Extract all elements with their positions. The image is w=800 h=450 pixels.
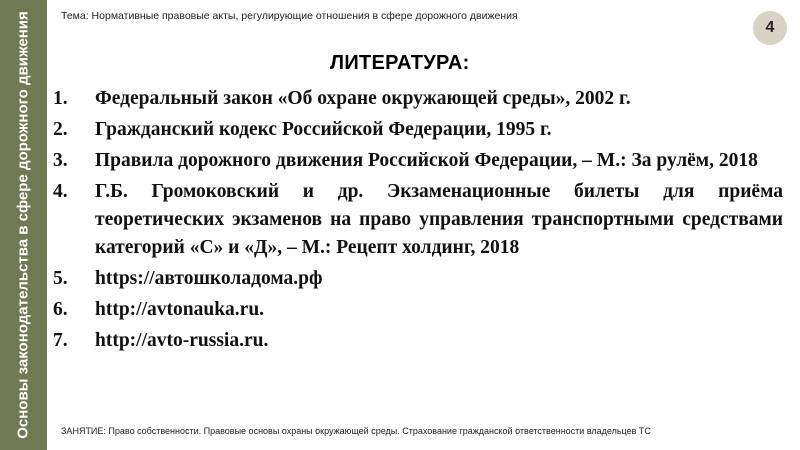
list-item-text: Гражданский кодекс Российской Федерации, 1995 г. [95,119,552,140]
list-item [53,296,783,324]
list-item-link[interactable]: https://автошколадома.рф [95,268,323,289]
list-item-number: 3. [53,150,68,171]
list-item-text: Федеральный закон «Об охране окружающей среды», 2002 г. [95,88,631,109]
lesson-footer: ЗАНЯТИЕ: Право собственности. Правовые основы охраны окружающей среды. Страхование гражданской ответственности владельцев ТС [61,426,651,436]
list-item [53,85,783,113]
list-item [53,147,783,175]
list-item [53,327,783,355]
list-item-number: 4. [53,181,68,202]
list-item-number: 1. [53,88,68,109]
list-item [53,265,783,293]
page-title: ЛИТЕРАТУРА: [330,52,470,74]
list-item-text: Правила дорожного движения Российской Федерации, – М.: За рулём, 2018 [95,150,758,171]
list-item-number: 6. [53,299,68,320]
page-number-badge: 4 [753,11,787,45]
list-item-number: 7. [53,330,68,351]
list-item [53,178,783,262]
list-item-number: 5. [53,268,68,289]
list-item-number: 2. [53,119,68,140]
topic-header: Тема: Нормативные правовые акты, регулирующие отношения в сфере дорожного движения [61,10,518,22]
sidebar-title: Основы законодательства в сфере дорожного движения [14,11,32,439]
list-item-link[interactable]: http://avtonauka.ru. [95,299,265,320]
sidebar [0,0,47,450]
list-item-text: Г.Б. Громоковский и др. Экзаменационные билеты для приёма теоретических экзаменов на право управления транспортными средствами категорий «С» и «Д», – М.: Рецепт холдинг, 2018 [95,181,783,258]
literature-list [53,85,783,358]
list-item-link[interactable]: http://avto-russia.ru. [95,330,269,351]
list-item [53,116,783,144]
